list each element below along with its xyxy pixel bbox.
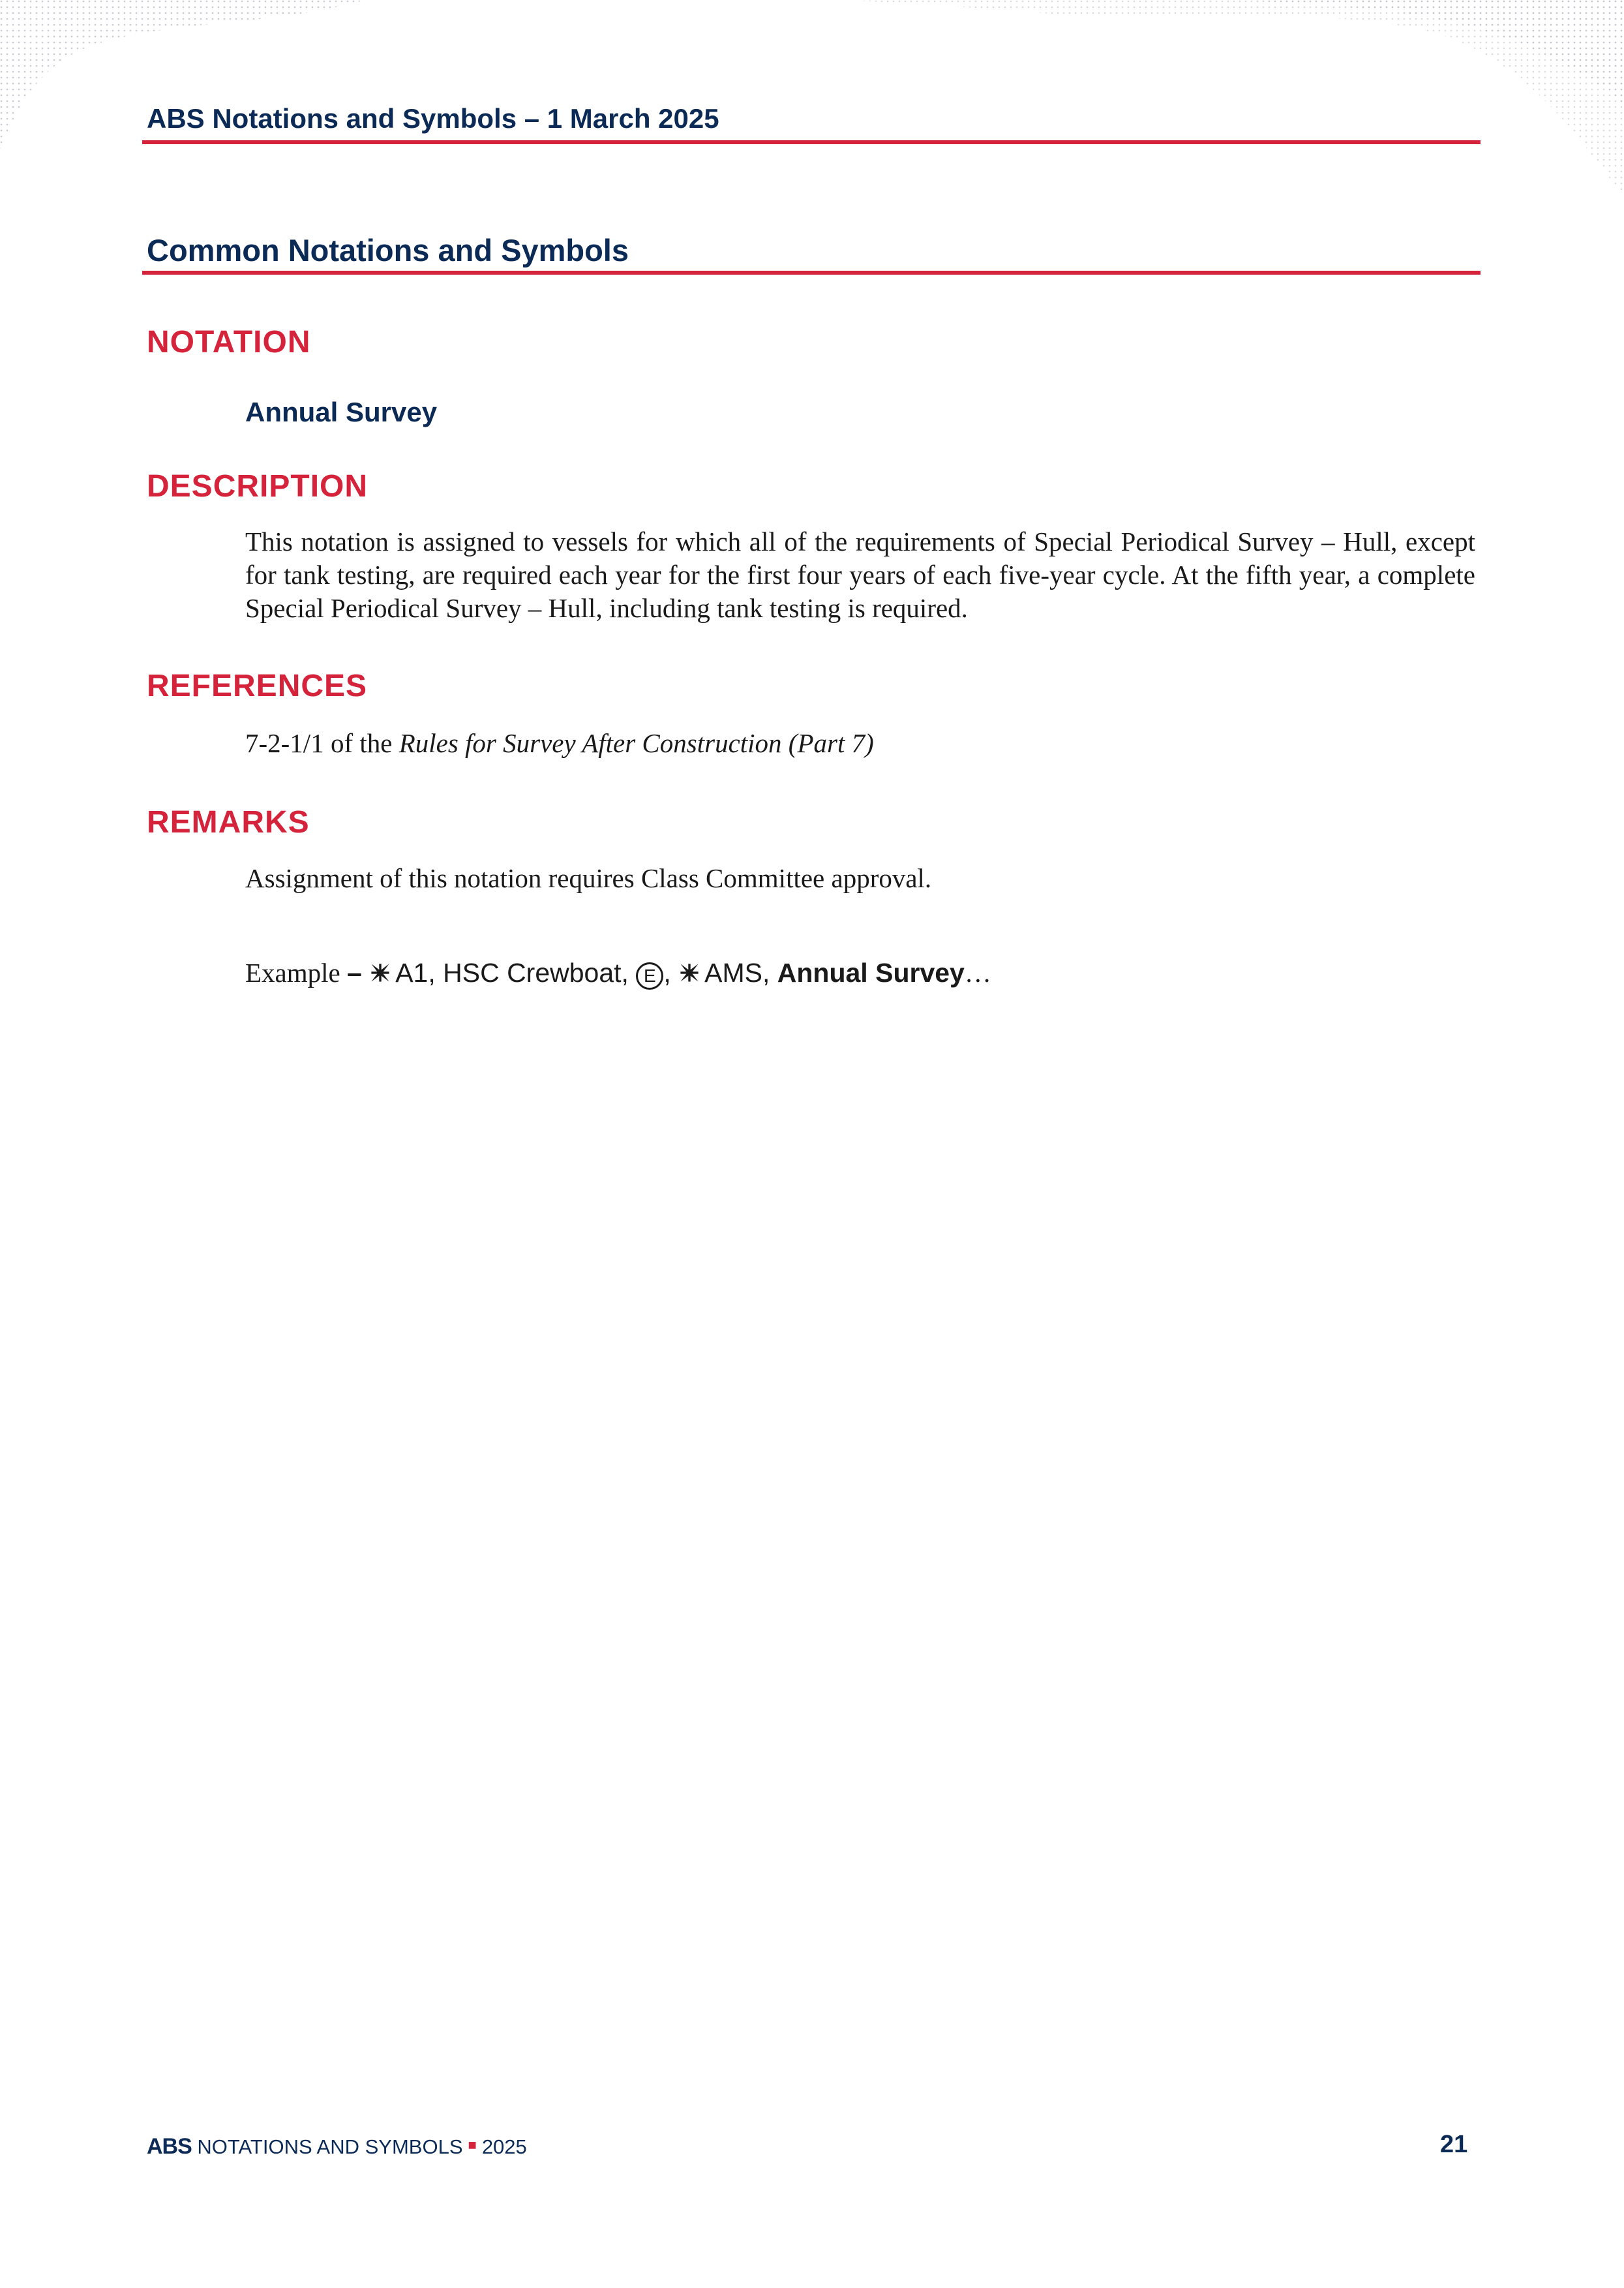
references-prefix: 7-2-1/1 of the [245, 728, 399, 758]
footer-title: NOTATIONS AND SYMBOLS [197, 2135, 463, 2158]
section-rule [142, 271, 1481, 275]
example-dash: – [346, 958, 370, 988]
references-rule-title: Rules for Survey After Construction (Part 7) [398, 728, 874, 758]
example-ams: AMS, [704, 958, 777, 988]
footer-separator: ■ [468, 2137, 477, 2153]
page-number: 21 [1440, 2131, 1468, 2158]
remarks-paragraph: Assignment of this notation requires Class Committee approval. [245, 863, 932, 893]
description-paragraph: This notation is assigned to vessels for which all of the requirements of Special Periodical Survey – Hull, except for tank testing, are required each year for the first four years of each five-year cycle. At the fifth year, a complete Special Periodical Survey – Hull, including tank testing is required. [245, 526, 1475, 623]
maltese-cross-icon [369, 962, 391, 984]
header-rule [142, 140, 1481, 144]
example-label: Example [245, 958, 347, 988]
example-comma: , [663, 958, 679, 988]
notation-heading: NOTATION [147, 325, 311, 359]
example-ellipsis: … [964, 958, 991, 988]
maltese-cross-icon [678, 962, 700, 984]
references-heading: REFERENCES [147, 669, 368, 703]
notation-value: Annual Survey [245, 397, 438, 427]
example-class-symbols: A1, HSC Crewboat, [395, 958, 637, 988]
running-header-title: ABS Notations and Symbols – 1 March 2025 [147, 103, 719, 134]
section-title: Common Notations and Symbols [147, 233, 629, 267]
example-notation: Annual Survey [777, 958, 965, 988]
description-heading: DESCRIPTION [147, 469, 368, 504]
references-paragraph [245, 727, 1475, 760]
footer-publication [147, 2134, 527, 2159]
remarks-heading: REMARKS [147, 805, 310, 840]
footer-abs-logo: ABS [147, 2134, 192, 2159]
footer-year: 2025 [481, 2135, 527, 2158]
example-line [245, 956, 1475, 990]
circled-e-symbol: E [636, 962, 663, 990]
